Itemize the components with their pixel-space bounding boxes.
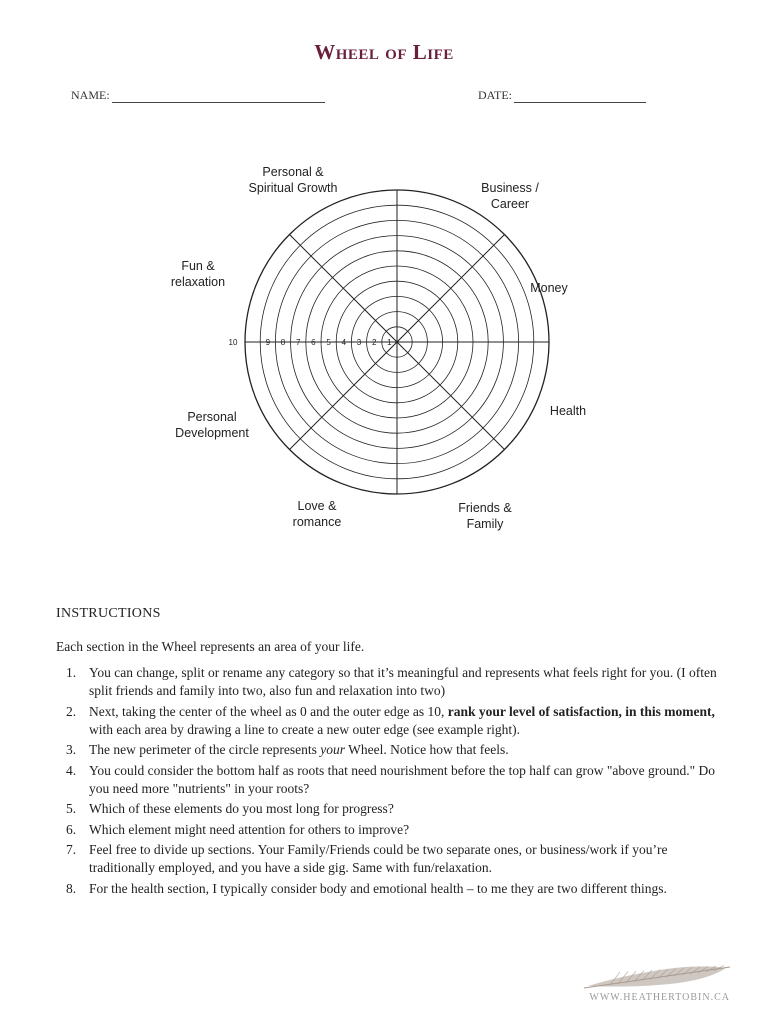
item-italic-text: your xyxy=(320,742,346,757)
feather-icon xyxy=(580,958,740,992)
category-label: Development xyxy=(175,426,249,440)
date-field xyxy=(478,88,646,103)
item-text: Next, taking the center of the wheel as 0 and the outer edge as 10, xyxy=(89,703,448,719)
ring-number: 6 xyxy=(311,338,316,347)
category-label: relaxation xyxy=(170,275,226,289)
category-label: Personal & xyxy=(262,165,324,179)
ring-number: 10 xyxy=(228,338,238,347)
ring-number: 3 xyxy=(356,338,362,347)
instructions-intro: Each section in the Wheel represents an area of your life. xyxy=(56,639,365,654)
instruction-item xyxy=(56,841,732,877)
date-label: DATE: xyxy=(478,88,512,102)
ring-number: 1 xyxy=(387,338,392,347)
wheel-of-life xyxy=(150,142,650,562)
instruction-item xyxy=(56,880,732,898)
item-text: You can change, split or rename any category so that it’s meaningful and represents what feels right for you. (I often split friends and family into two, also fun and relaxation into two) xyxy=(89,665,717,698)
ring-number: 2 xyxy=(371,338,377,347)
item-text: Which element might need attention for others to improve? xyxy=(89,821,410,837)
category-label: Career xyxy=(490,197,530,211)
ring-number: 8 xyxy=(280,338,286,347)
item-text: You could consider the bottom half as roots that need nourishment before the top half can grow "above ground." Do you need more "nutrients" in your roots? xyxy=(89,762,716,796)
category-label: romance xyxy=(292,515,342,529)
category-label: Business / xyxy=(481,181,539,195)
instructions-heading: INSTRUCTIONS xyxy=(56,606,161,621)
item-bold-text: rank your level of satisfaction, in this moment, xyxy=(447,703,715,719)
item-text: Feel free to divide up sections. Your Family/Friends could be two separate ones, or business/work if you’re traditionally employed, and you have a side gig. Same with fun/relaxation. xyxy=(89,842,668,875)
item-text: Wheel. Notice how that feels. xyxy=(345,742,509,757)
name-label: NAME: xyxy=(71,88,110,102)
instruction-item xyxy=(56,821,732,839)
item-number: 7. xyxy=(66,842,77,857)
page-title: Wheel of Life xyxy=(314,40,454,64)
item-text: with each area by drawing a line to create a new outer edge (see example right). xyxy=(89,721,521,737)
category-label: Health xyxy=(549,404,587,418)
date-line[interactable] xyxy=(514,90,646,103)
instruction-item xyxy=(56,664,732,700)
category-label: Family xyxy=(466,517,504,531)
category-label: Money xyxy=(530,281,568,295)
instructions-list xyxy=(56,664,732,900)
item-number: 6. xyxy=(66,821,77,837)
instruction-item xyxy=(56,741,732,759)
category-label: Spiritual Growth xyxy=(248,181,338,195)
name-line[interactable] xyxy=(112,90,325,103)
item-number: 1. xyxy=(66,665,77,680)
instruction-item xyxy=(56,762,732,798)
item-text: Which of these elements do you most long for progress? xyxy=(89,801,394,816)
item-number: 2. xyxy=(66,703,77,719)
footer-url: WWW.HEATHERTOBIN.CA xyxy=(589,992,730,1003)
category-label: Love & xyxy=(297,499,337,513)
item-text: The new perimeter of the circle represents xyxy=(89,742,321,757)
item-number: 4. xyxy=(66,762,77,778)
item-number: 8. xyxy=(66,880,77,896)
instruction-item xyxy=(56,800,732,818)
ring-number: 9 xyxy=(265,338,271,347)
wheel-diagram xyxy=(150,142,650,562)
category-label: Personal xyxy=(187,410,237,424)
category-label: Fun & xyxy=(181,259,215,273)
name-field xyxy=(71,88,325,103)
item-text: For the health section, I typically consider body and emotional health – to me they are two different things. xyxy=(89,880,667,896)
ring-number: 7 xyxy=(295,338,301,347)
category-label: Friends & xyxy=(458,501,512,515)
item-number: 5. xyxy=(66,801,77,816)
ring-number: 4 xyxy=(341,338,347,347)
instruction-item xyxy=(56,703,732,739)
ring-number: 5 xyxy=(326,338,331,347)
item-number: 3. xyxy=(66,742,77,757)
